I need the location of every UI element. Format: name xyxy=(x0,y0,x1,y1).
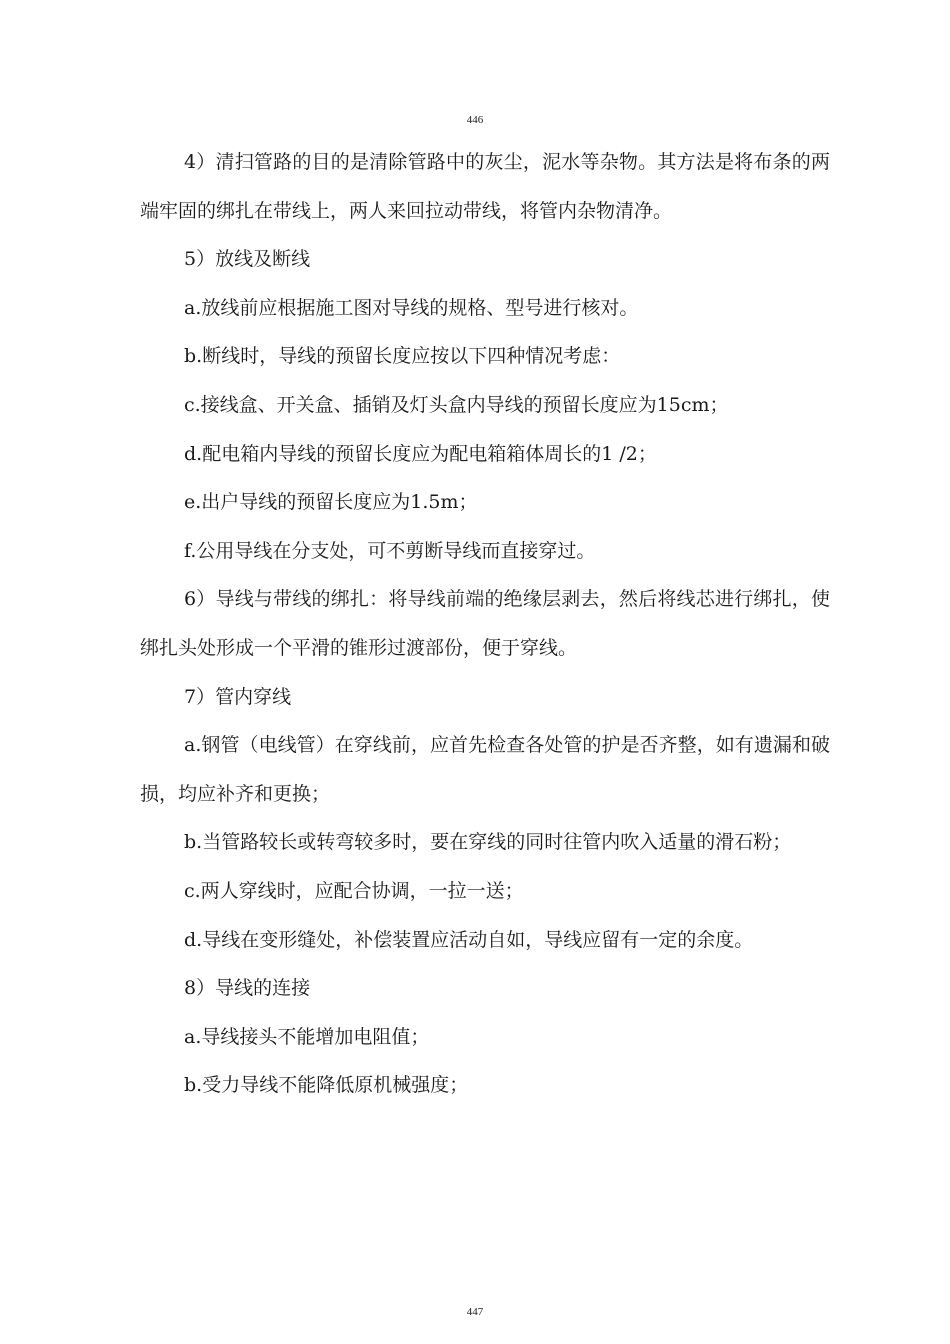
list-item-mechanical-strength: b.受力导线不能降低原机械强度； xyxy=(184,1074,469,1097)
heading-wire-connection: 8）导线的连接 xyxy=(184,977,311,1000)
list-item-expansion-joint: d.导线在变形缝处，补偿装置应活动自如，导线应留有一定的余度。 xyxy=(184,928,754,951)
page-number-top: 446 xyxy=(466,114,484,126)
page-number-bottom: 447 xyxy=(466,1306,484,1318)
list-item-talc-powder: b.当管路较长或转弯较多时，要在穿线的同时往管内吹入适量的滑石粉； xyxy=(184,831,792,854)
heading-pay-out-and-cut-wire: 5）放线及断线 xyxy=(184,248,311,271)
list-item-common-wire: f.公用导线在分支处，可不剪断导线而直接穿过。 xyxy=(184,539,596,562)
list-item-reserve-length: b.断线时，导线的预留长度应按以下四种情况考虑： xyxy=(184,345,621,368)
heading-threading-in-conduit: 7）管内穿线 xyxy=(184,685,292,708)
list-item-panel-reserve: d.配电箱内导线的预留长度应为配电箱箱体周长的1 /2； xyxy=(184,442,657,465)
list-item-check-specs: a.放线前应根据施工图对导线的规格、型号进行核对。 xyxy=(184,296,639,319)
list-item-check-bushings: a.钢管（电线管）在穿线前，应首先检查各处管的护是否齐整，如有遗漏和破损，均应补齐和更换； xyxy=(140,734,830,805)
list-item-two-person-threading: c.两人穿线时，应配合协调，一拉一送； xyxy=(184,879,524,902)
list-item-box-reserve: c.接线盒、开关盒、插销及灯头盒内导线的预留长度应为15cm； xyxy=(184,393,729,416)
paragraph-cleaning-pipes: 4）清扫管路的目的是清除管路中的灰尘，泥水等杂物。其方法是将布条的两端牢固的绑扎在带线上，两人来回拉动带线，将管内杂物清净。 xyxy=(140,151,830,222)
document-body xyxy=(140,138,830,1110)
list-item-outgoing-reserve: e.出户导线的预留长度应为1.5m； xyxy=(184,491,478,514)
paragraph-wire-binding: 6）导线与带线的绑扎：将导线前端的绝缘层剥去，然后将线芯进行绑扎，使绑扎头处形成一个平滑的锥形过渡部份，便于穿线。 xyxy=(140,588,830,659)
list-item-no-extra-resistance: a.导线接头不能增加电阻值； xyxy=(184,1025,430,1048)
